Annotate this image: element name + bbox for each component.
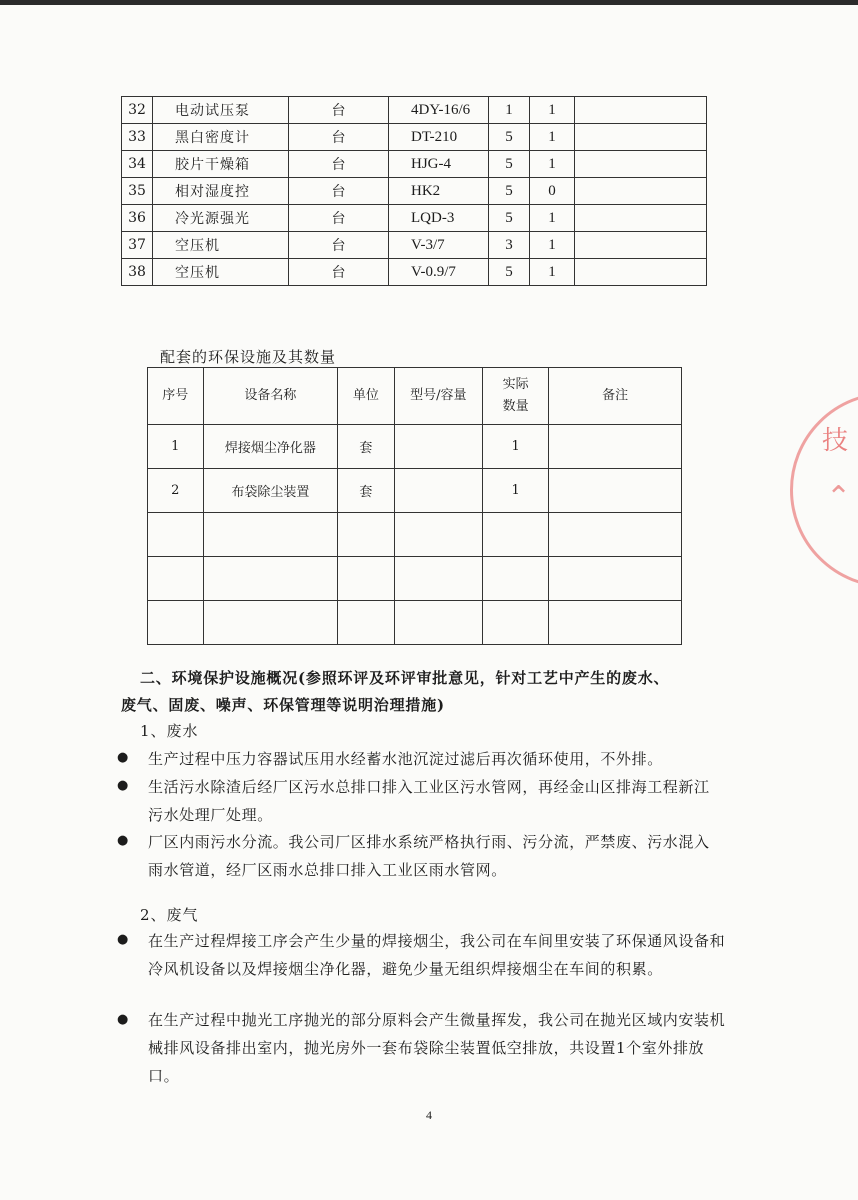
- cell-no: 38: [122, 259, 153, 286]
- header-qty-line2: 数量: [502, 399, 529, 414]
- top-edge-line: [0, 0, 858, 5]
- cell-name: [203, 513, 338, 557]
- cell-qty: [482, 513, 548, 557]
- stamp-star-fragment: ⌃: [826, 480, 852, 515]
- bullet-icon: ●: [117, 932, 129, 947]
- header-qty-line1: 实际: [502, 377, 529, 392]
- cell-col5: 5: [489, 151, 530, 178]
- cell-unit: 台: [289, 151, 389, 178]
- cell-no: 37: [122, 232, 153, 259]
- env-table-header-row: [148, 368, 682, 425]
- wastewater-item-3: 厂区内雨污水分流。我公司厂区排水系统严格执行雨、污分流，严禁废、污水混入雨水管道，经厂区雨水总排口排入工业区雨水管网。: [148, 833, 710, 879]
- section2-heading-line1: 二、环境保护设施概况(参照环评及环评审批意见，针对工艺中产生的废水、: [140, 669, 670, 687]
- table-row: [148, 557, 682, 601]
- cell-no: [148, 601, 204, 645]
- cell-model: DT-210: [389, 124, 489, 151]
- cell-unit: 台: [289, 124, 389, 151]
- cell-remark: [549, 425, 682, 469]
- cell-model: [394, 469, 482, 513]
- cell-no: 34: [122, 151, 153, 178]
- cell-model: [394, 425, 482, 469]
- cell-no: 33: [122, 124, 153, 151]
- table-row: [122, 124, 707, 151]
- cell-name: 相对湿度控: [153, 178, 289, 205]
- exhaust-title: 2、废气: [140, 906, 199, 924]
- cell-unit: 套: [338, 469, 395, 513]
- cell-col6: 1: [530, 151, 575, 178]
- cell-col7: [575, 124, 707, 151]
- table-row: [148, 469, 682, 513]
- cell-col6: 0: [530, 178, 575, 205]
- cell-model: LQD-3: [389, 205, 489, 232]
- cell-model: HJG-4: [389, 151, 489, 178]
- cell-col7: [575, 178, 707, 205]
- cell-remark: [549, 513, 682, 557]
- table-row: [148, 425, 682, 469]
- cell-no: 32: [122, 97, 153, 124]
- cell-unit: [338, 557, 395, 601]
- bullet-icon: ●: [117, 1012, 129, 1027]
- bullet-icon: ●: [117, 833, 129, 848]
- cell-unit: [338, 513, 395, 557]
- cell-col6: 1: [530, 97, 575, 124]
- cell-name: 胶片干燥箱: [153, 151, 289, 178]
- cell-qty: 1: [482, 425, 548, 469]
- cell-model: [394, 601, 482, 645]
- stamp-character: 技: [822, 426, 849, 456]
- cell-unit: 台: [289, 259, 389, 286]
- cell-no: 35: [122, 178, 153, 205]
- cell-unit: 台: [289, 205, 389, 232]
- cell-remark: [549, 557, 682, 601]
- cell-col7: [575, 259, 707, 286]
- cell-col5: 5: [489, 124, 530, 151]
- cell-model: HK2: [389, 178, 489, 205]
- bullet-icon: ●: [117, 750, 129, 765]
- cell-no: 1: [148, 425, 204, 469]
- equipment-table: [121, 96, 707, 286]
- cell-no: 2: [148, 469, 204, 513]
- cell-qty: 1: [482, 469, 548, 513]
- cell-col5: 1: [489, 97, 530, 124]
- cell-col7: [575, 232, 707, 259]
- cell-col5: 5: [489, 178, 530, 205]
- header-unit: 单位: [338, 368, 395, 425]
- cell-name: 电动试压泵: [153, 97, 289, 124]
- table-row: [122, 205, 707, 232]
- cell-col6: 1: [530, 205, 575, 232]
- cell-col5: 5: [489, 259, 530, 286]
- table-row: [122, 232, 707, 259]
- wastewater-item-2: 生活污水除渣后经厂区污水总排口排入工业区污水管网，再经金山区排海工程新江污水处理厂处理。: [148, 778, 710, 824]
- cell-col5: 3: [489, 232, 530, 259]
- cell-name: 冷光源强光: [153, 205, 289, 232]
- header-name: 设备名称: [203, 368, 338, 425]
- cell-no: 36: [122, 205, 153, 232]
- cell-col7: [575, 97, 707, 124]
- exhaust-item-1: 在生产过程焊接工序会产生少量的焊接烟尘，我公司在车间里安装了环保通风设备和冷风机设备以及焊接烟尘净化器，避免少量无组织焊接烟尘在车间的积累。: [148, 932, 726, 978]
- wastewater-item-1: 生产过程中压力容器试压用水经蓄水池沉淀过滤后再次循环使用，不外排。: [148, 750, 663, 768]
- page-number: 4: [426, 1108, 432, 1122]
- table-row: [122, 97, 707, 124]
- cell-no: [148, 513, 204, 557]
- table-row: [122, 178, 707, 205]
- section2-heading-line2: 废气、固废、噪声、环保管理等说明治理措施): [121, 696, 445, 714]
- exhaust-item-2: 在生产过程中抛光工序抛光的部分原料会产生微量挥发，我公司在抛光区域内安装机械排风设备排出室内，抛光房外一套布袋除尘装置低空排放，共设置1个室外排放口。: [148, 1011, 726, 1085]
- cell-name: [203, 601, 338, 645]
- cell-name: 黑白密度计: [153, 124, 289, 151]
- cell-remark: [549, 601, 682, 645]
- cell-no: [148, 557, 204, 601]
- wastewater-title: 1、废水: [140, 722, 199, 740]
- cell-col6: 1: [530, 259, 575, 286]
- cell-name: [203, 557, 338, 601]
- cell-model: [394, 557, 482, 601]
- cell-qty: [482, 601, 548, 645]
- bullet-icon: ●: [117, 778, 129, 793]
- env-facilities-table: [147, 367, 682, 645]
- header-no: 序号: [148, 368, 204, 425]
- table-row: [148, 601, 682, 645]
- cell-col7: [575, 205, 707, 232]
- cell-remark: [549, 469, 682, 513]
- cell-col5: 5: [489, 205, 530, 232]
- cell-unit: 台: [289, 97, 389, 124]
- table-row: [122, 151, 707, 178]
- cell-col6: 1: [530, 232, 575, 259]
- cell-model: 4DY-16/6: [389, 97, 489, 124]
- cell-name: 空压机: [153, 232, 289, 259]
- cell-model: V-0.9/7: [389, 259, 489, 286]
- cell-col7: [575, 151, 707, 178]
- cell-unit: 台: [289, 232, 389, 259]
- cell-name: 布袋除尘装置: [203, 469, 338, 513]
- header-remark: 备注: [549, 368, 682, 425]
- cell-model: V-3/7: [389, 232, 489, 259]
- cell-model: [394, 513, 482, 557]
- cell-name: 焊接烟尘净化器: [203, 425, 338, 469]
- table-row: [148, 513, 682, 557]
- cell-qty: [482, 557, 548, 601]
- env-table-caption: 配套的环保设施及其数量: [160, 348, 337, 366]
- cell-name: 空压机: [153, 259, 289, 286]
- cell-unit: 套: [338, 425, 395, 469]
- header-model: 型号/容量: [394, 368, 482, 425]
- table-row: [122, 259, 707, 286]
- cell-col6: 1: [530, 124, 575, 151]
- header-qty: [482, 368, 548, 425]
- cell-unit: 台: [289, 178, 389, 205]
- cell-unit: [338, 601, 395, 645]
